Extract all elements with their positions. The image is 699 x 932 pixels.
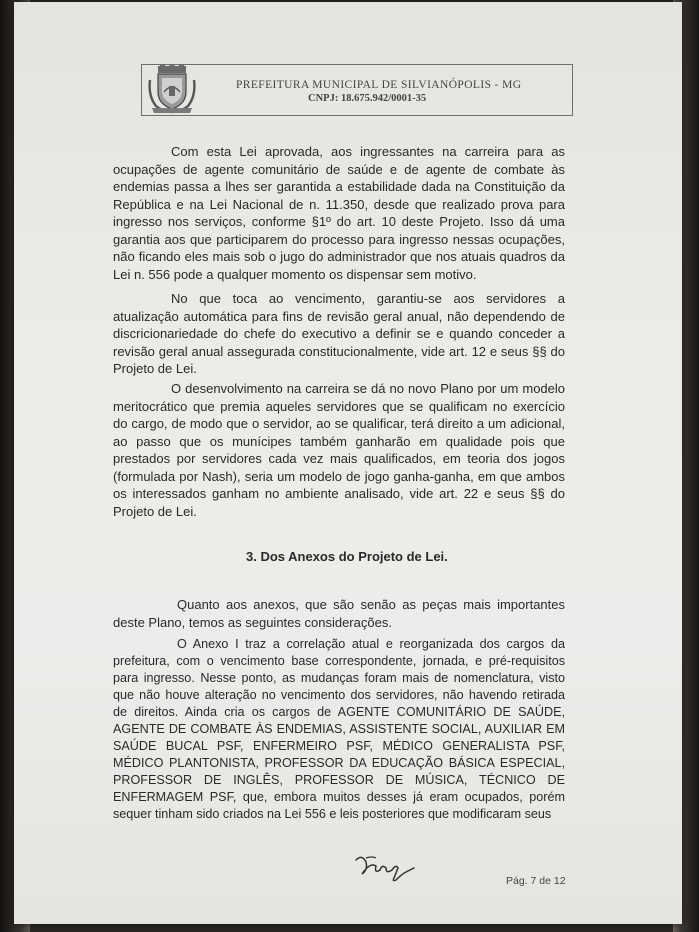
page-number: Pág. 7 de 12 <box>506 875 566 887</box>
paragraph-vencimento: No que toca ao vencimento, garantiu-se aos servidores a atualização automática para fins de revisão geral anual, não dependendo de discricionariedade do chefe do executivo a definir se e quando conceder a revisão geral anual assegurada constitucionalmente, vide art. 12 e seus §§ do Projeto de Lei. <box>113 291 565 376</box>
letterhead-cnpj: CNPJ: 18.675.942/0001-35 <box>308 93 427 104</box>
paragraph-anexo-i: O Anexo I traz a correlação atual e reorganizada dos cargos da prefeitura, com o vencimento base correspondente, jornada, e pré-requisitos para ingresso. Nesse ponto, as mudanças foram mais de nomenclatura, visto que não houve alteração no vencimento dos servidores, não havendo retirada de direitos. Ainda cria os cargos de AGENTE COMUNITÁRIO DE SAÚDE, AGENTE DE COMBATE ÀS ENDEMIAS, ASSISTENTE SOCIAL, AUXILIAR EM SAÚDE BUCAL PSF, ENFERMEIRO PSF, MÉDICO GENERALISTA PSF, MÉDICO PLANTONISTA, PROFESSOR DA EDUCAÇÃO BÁSICA ESPECIAL, PROFESSOR DE INGLÊS, PROFESSOR DE MÚSICA, TÉCNICO DE ENFERMAGEM PSF, que, embora muitos desses já eram ocupados, porém sequer tinham sido criados na Lei 556 e leis posteriores que modificaram seus <box>113 637 565 821</box>
paragraph-estabilidade: Com esta Lei aprovada, aos ingressantes na carreira para as ocupações de agente comunitário de saúde e de agente de combate às endemias passa a lhes ser garantida a estabilidade dada na Constituição da República e na Lei Nacional de n. 11.350, desde que realizado prova para ingresso nos serviços, conforme §1º do art. 10 deste Projeto. Isso dá uma garantia aos que participarem do processo para ingresso nessas ocupações, não ficando eles mais sob o jugo do administrador que nos atuais quadros da Lei n. 556 pode a qualquer momento os dispensar sem motivo. <box>113 144 565 282</box>
section-title: 3. Dos Anexos do Projeto de Lei. <box>246 549 448 564</box>
signature-initials <box>352 850 418 884</box>
municipal-coat-of-arms-icon <box>146 64 198 114</box>
paragraph-desenvolvimento: O desenvolvimento na carreira se dá no novo Plano por um modelo meritocrático que premia aqueles servidores que se qualificam no exercício do cargo, de modo que o servidor, ao se qualificar, terá direito a um adicional, ao passo que os munícipes também ganharão em qualidade pois que prestados por servidores cada vez mais qualificados, em teoria dos jogos (formulada por Nash), seria um modelo de jogo ganha-ganha, em que ambos os interessados ganham no ambiente analisado, vide art. 22 e seus §§ do Projeto de Lei. <box>113 381 565 519</box>
letterhead-title: PREFEITURA MUNICIPAL DE SILVIANÓPOLIS - MG <box>236 79 522 91</box>
paragraph-anexos-intro: Quanto aos anexos, que são senão as peças mais importantes deste Plano, temos as seguintes considerações. <box>113 597 565 630</box>
